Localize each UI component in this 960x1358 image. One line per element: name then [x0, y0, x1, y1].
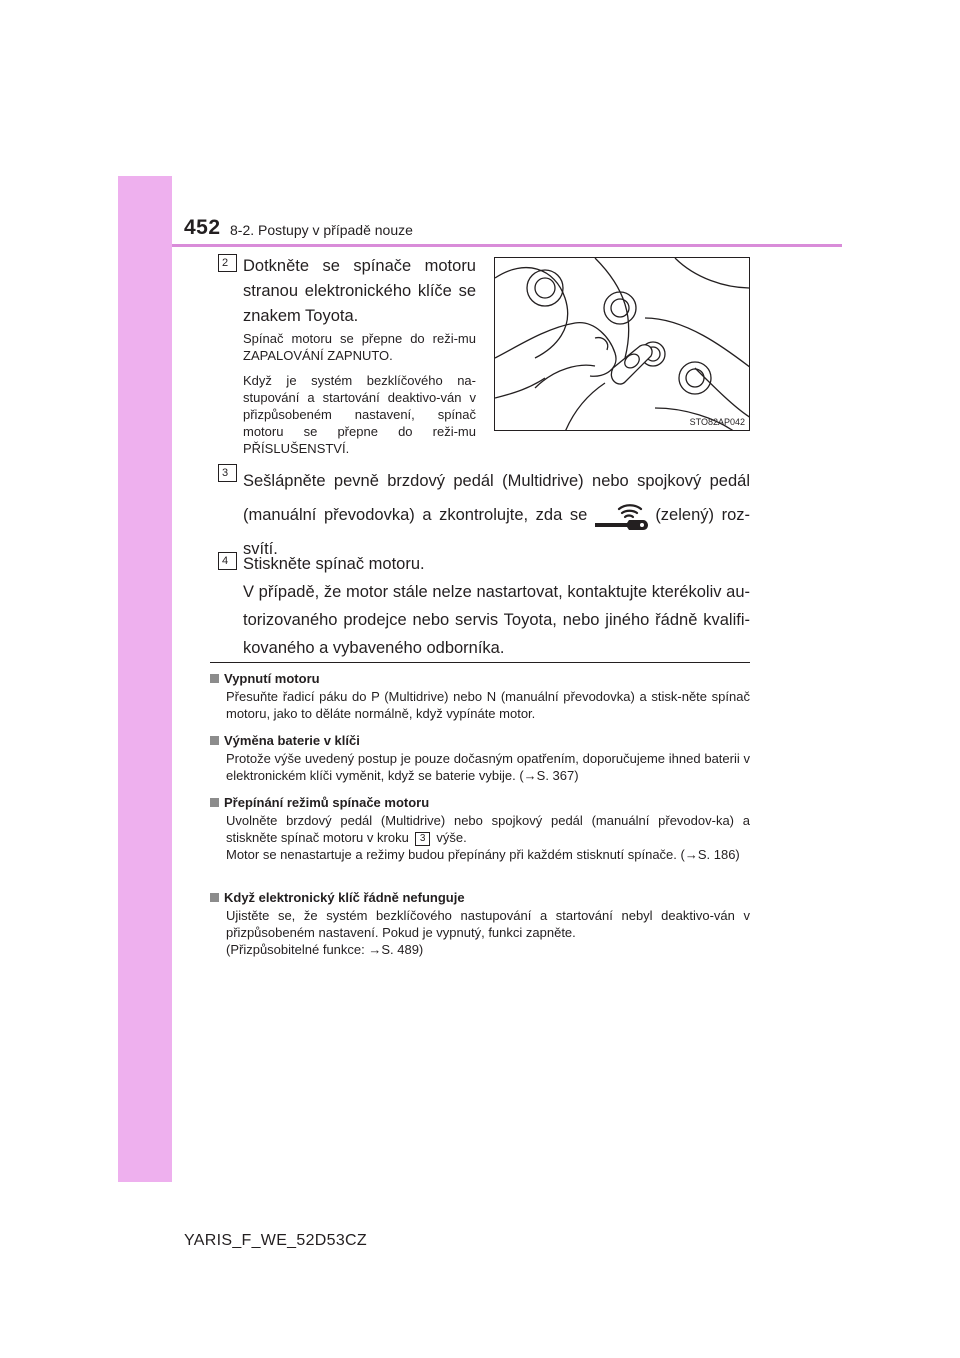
info-title	[210, 670, 750, 688]
info-body: Přesuňte řadicí páku do P (Multidrive) nebo N (manuální převodovka) a stisk-něte spínač motoru, jako to děláte normálně, když vypínáte motor.	[226, 689, 750, 721]
info-body-line2: (Přizpůsobitelné funkce: →S. 489)	[226, 942, 424, 957]
step-3-text-after: (zelený) roz-svítí.	[243, 506, 751, 558]
step-2-note-1: Spínač motoru se přepne do reži-mu ZAPALOVÁNÍ ZAPNUTO.	[243, 331, 476, 363]
info-title	[210, 794, 750, 812]
info-title-text: Když elektronický klíč řádně nefunguje	[224, 890, 465, 905]
step-2-note-2: Když je systém bezklíčového na-stupování a startování deaktivo-ván v přizpůsobeném nastavení, spínač motoru se přepne do reži-mu PŘÍSLUŠENSTVÍ.	[243, 373, 476, 456]
illustration-code: STO82AP042	[689, 417, 745, 427]
page-number: 452	[184, 216, 221, 239]
info-body-part: Uvolněte brzdový pedál (Multidrive) nebo spojkový pedál (manuální převodov-ka) a stiskněte spínač motoru v kroku	[226, 813, 750, 845]
square-bullet-icon	[210, 674, 219, 683]
info-body: Ujistěte se, že systém bezklíčového nastupování a startování nebyl deaktivo-ván v přizpůsobeném nastavení. Pokud je vypnutý, funkci zapněte.	[226, 908, 750, 940]
square-bullet-icon	[210, 798, 219, 807]
info-title	[210, 889, 750, 907]
step-2-text: Dotkněte se spínače motoru stranou elektronického klíče se znakem Toyota.	[243, 257, 476, 325]
step-badge-2: 2	[218, 254, 237, 272]
section-title: 8-2. Postupy v případě nouze	[230, 222, 413, 238]
hand-pressing-key-to-engine-switch-icon	[495, 258, 750, 431]
chapter-sidebar-tab	[118, 176, 172, 1182]
document-code: YARIS_F_WE_52D53CZ	[184, 1232, 367, 1249]
step-3-text	[243, 464, 750, 566]
section-divider	[210, 662, 750, 663]
info-body	[226, 812, 750, 846]
step-badge-4: 4	[218, 552, 237, 570]
square-bullet-icon	[210, 893, 219, 902]
step-badge-3: 3	[218, 464, 237, 482]
info-title-text: Výměna baterie v klíči	[224, 733, 360, 748]
info-body-line2: Motor se nenastartuje a režimy budou přepínány při každém stisknutí spínače. (→S. 186)	[226, 847, 740, 862]
info-section-engine-off	[210, 670, 750, 722]
info-title-text: Vypnutí motoru	[224, 671, 320, 686]
info-title	[210, 732, 750, 750]
key-indicator-icon	[593, 501, 649, 531]
info-body-part: výše.	[436, 830, 467, 845]
info-title-text: Přepínání režimů spínače motoru	[224, 795, 430, 810]
step-4-followup: V případě, že motor stále nelze nastartovat, kontaktujte kterékoliv au-torizovaného prodejce nebo servis Toyota, nebo jiného řádně kvalifi-kovaného a vybaveného odborníka.	[243, 583, 750, 657]
info-section-key-malfunction	[210, 889, 750, 958]
info-section-key-battery	[210, 732, 750, 784]
step-reference-badge: 3	[415, 832, 431, 846]
square-bullet-icon	[210, 736, 219, 745]
info-section-switch-modes	[210, 794, 750, 863]
step-3-text-before: Sešlápněte pevně brzdový pedál (Multidrive) nebo spojkový pedál (manuální převodovka) a zkontrolujte, zda se	[243, 472, 750, 524]
header-rule	[172, 244, 842, 247]
info-body: Protože výše uvedený postup je pouze dočasným opatřením, doporučujeme ihned baterii v elektronickém klíči vyměnit, když se baterie vybije. (→S. 367)	[226, 751, 750, 783]
key-on-engine-switch-illustration	[494, 257, 750, 431]
step-4-text: Stiskněte spínač motoru.	[243, 555, 425, 573]
